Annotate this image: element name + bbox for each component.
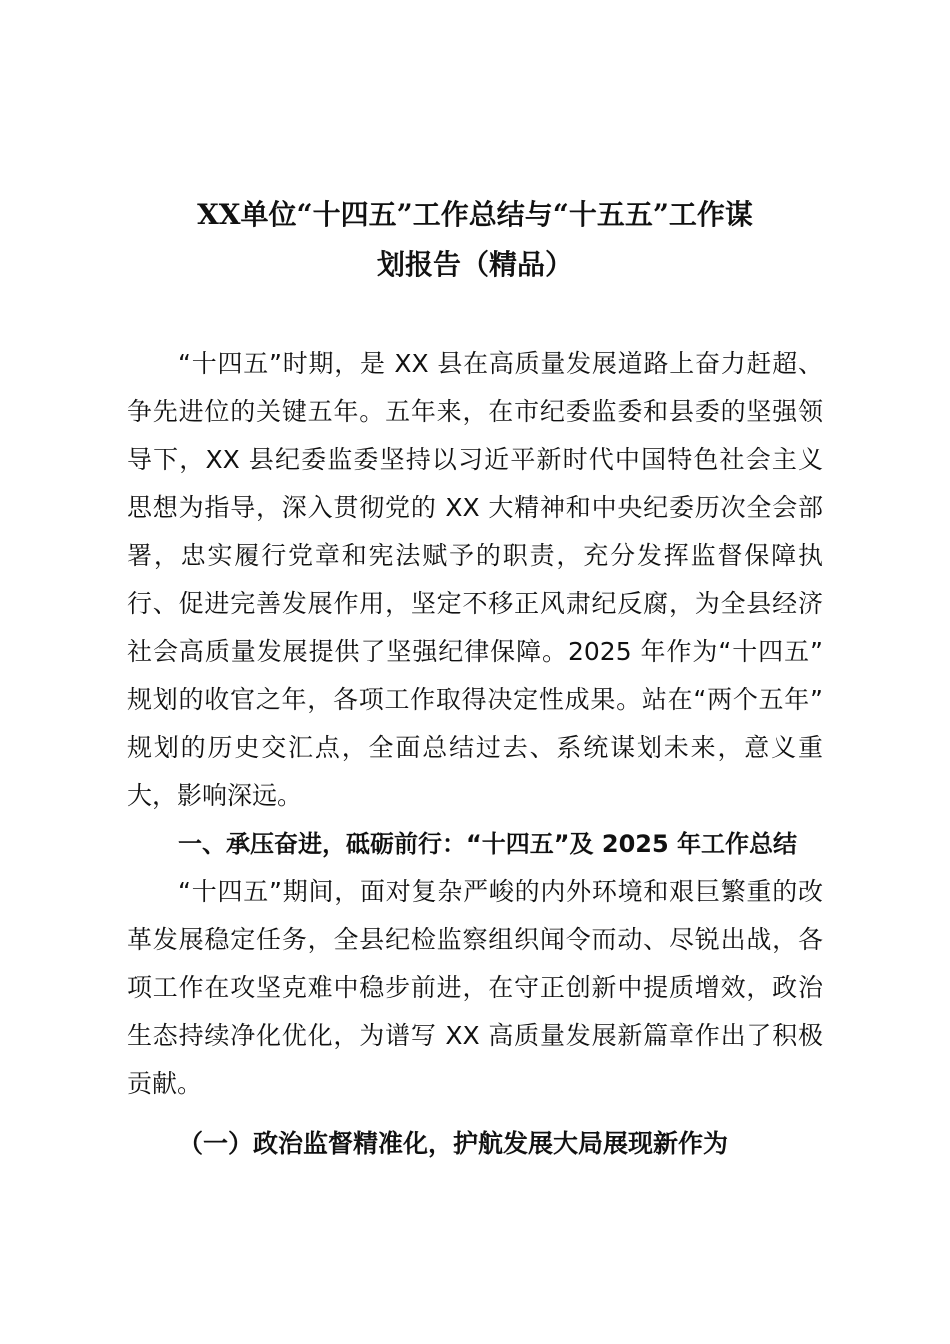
intro-line: 行、促进完善发展作用，坚定不移正风肃纪反腐，为全县经济	[127, 589, 823, 618]
document-title-line-2: 划报告（精品）	[376, 248, 573, 281]
section-1-line: 生态持续净化优化，为谱写 XX 高质量发展新篇章作出了积极	[127, 1021, 823, 1050]
section-1-line: 革发展稳定任务，全县纪检监察组织闻令而动、尽锐出战，各	[127, 925, 823, 954]
section-1-line: 贡献。	[127, 1069, 203, 1098]
intro-line: 导下，XX 县纪委监委坚持以习近平新时代中国特色社会主义	[127, 445, 823, 474]
intro-line: 社会高质量发展提供了坚强纪律保障。2025 年作为“十四五”	[127, 637, 823, 666]
section-1-heading: 一、承压奋进，砥砺前行：“十四五”及 2025 年工作总结	[178, 830, 798, 858]
intro-line: 署，忠实履行党章和宪法赋予的职责，充分发挥监督保障执	[127, 541, 823, 570]
intro-line: 大，影响深远。	[127, 781, 303, 810]
intro-line: 规划的历史交汇点，全面总结过去、系统谋划未来，意义重	[127, 733, 823, 762]
document-title-line-1: XX单位“十四五”工作总结与“十五五”工作谋	[197, 198, 753, 231]
intro-line: “十四五”时期，是 XX 县在高质量发展道路上奋力赶超、	[178, 349, 823, 378]
intro-line: 思想为指导，深入贯彻党的 XX 大精神和中央纪委历次全会部	[127, 493, 823, 522]
section-1-line: 项工作在攻坚克难中稳步前进，在守正创新中提质增效，政治	[127, 973, 823, 1002]
subsection-1-heading: （一）政治监督精准化，护航发展大局展现新作为	[178, 1129, 729, 1158]
intro-line: 争先进位的关键五年。五年来，在市纪委监委和县委的坚强领	[127, 397, 823, 426]
section-1-line: “十四五”期间，面对复杂严峻的内外环境和艰巨繁重的改	[178, 877, 823, 906]
intro-line: 规划的收官之年，各项工作取得决定性成果。站在“两个五年”	[127, 685, 823, 714]
